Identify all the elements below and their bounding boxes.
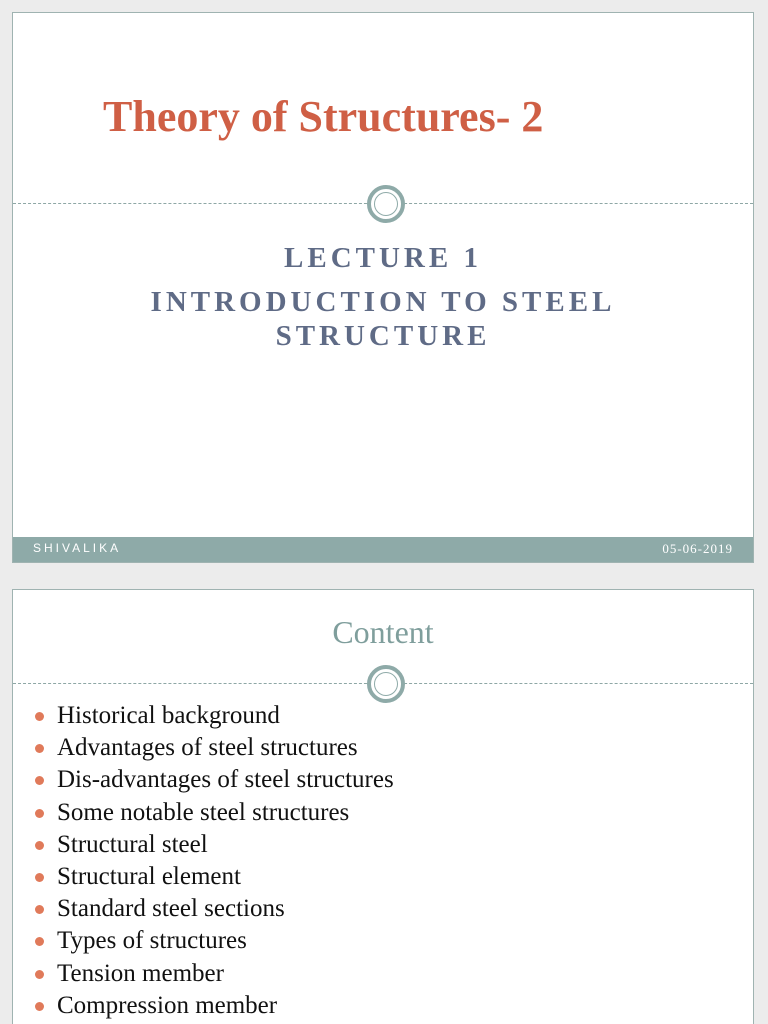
list-item-label: Compression member bbox=[57, 991, 278, 1019]
list-item-label: Structural element bbox=[57, 863, 241, 891]
list-item bbox=[33, 958, 394, 990]
bullet-icon bbox=[35, 776, 44, 785]
list-item-label: Types of structures bbox=[57, 927, 247, 955]
ring-ornament-icon bbox=[367, 185, 405, 223]
list-item bbox=[33, 893, 394, 925]
bullet-icon bbox=[35, 1002, 44, 1011]
content-title: Content bbox=[332, 614, 434, 650]
list-item bbox=[33, 829, 394, 861]
list-item-label: Historical background bbox=[57, 702, 280, 729]
list-item bbox=[33, 797, 394, 829]
bullet-icon bbox=[35, 905, 44, 914]
list-item bbox=[33, 732, 394, 764]
bullet-icon bbox=[35, 841, 44, 850]
list-item bbox=[33, 700, 394, 732]
list-item-label: Structural steel bbox=[57, 830, 208, 858]
list-item-label: Tension member bbox=[57, 959, 224, 987]
slide-footer bbox=[13, 537, 753, 562]
lecture-topic-line2: STRUCTURE bbox=[275, 320, 491, 352]
bullet-icon bbox=[35, 712, 44, 721]
ring-ornament-icon bbox=[367, 665, 405, 703]
content-slide bbox=[12, 589, 754, 1024]
bullet-icon bbox=[35, 809, 44, 818]
title-slide bbox=[12, 12, 754, 563]
list-item-label: Standard steel sections bbox=[57, 895, 285, 923]
slide-title: Theory of Structures- 2 bbox=[103, 92, 544, 141]
bullet-icon bbox=[35, 970, 44, 979]
list-item-label: Dis-advantages of steel structures bbox=[57, 766, 394, 794]
list-item-label: Advantages of steel structures bbox=[57, 734, 358, 762]
list-item bbox=[33, 861, 394, 893]
lecture-number: LECTURE 1 bbox=[284, 242, 482, 274]
list-item bbox=[33, 764, 394, 796]
footer-author: SHIVALIKA bbox=[33, 541, 122, 555]
list-item bbox=[33, 990, 394, 1022]
footer-date: 05-06-2019 bbox=[662, 541, 733, 556]
list-item bbox=[33, 925, 394, 957]
bullet-icon bbox=[35, 744, 44, 753]
content-list bbox=[33, 700, 394, 1022]
bullet-icon bbox=[35, 873, 44, 882]
bullet-icon bbox=[35, 937, 44, 946]
list-item-label: Some notable steel structures bbox=[57, 798, 350, 826]
lecture-topic-line1: INTRODUCTION TO STEEL bbox=[150, 286, 616, 318]
